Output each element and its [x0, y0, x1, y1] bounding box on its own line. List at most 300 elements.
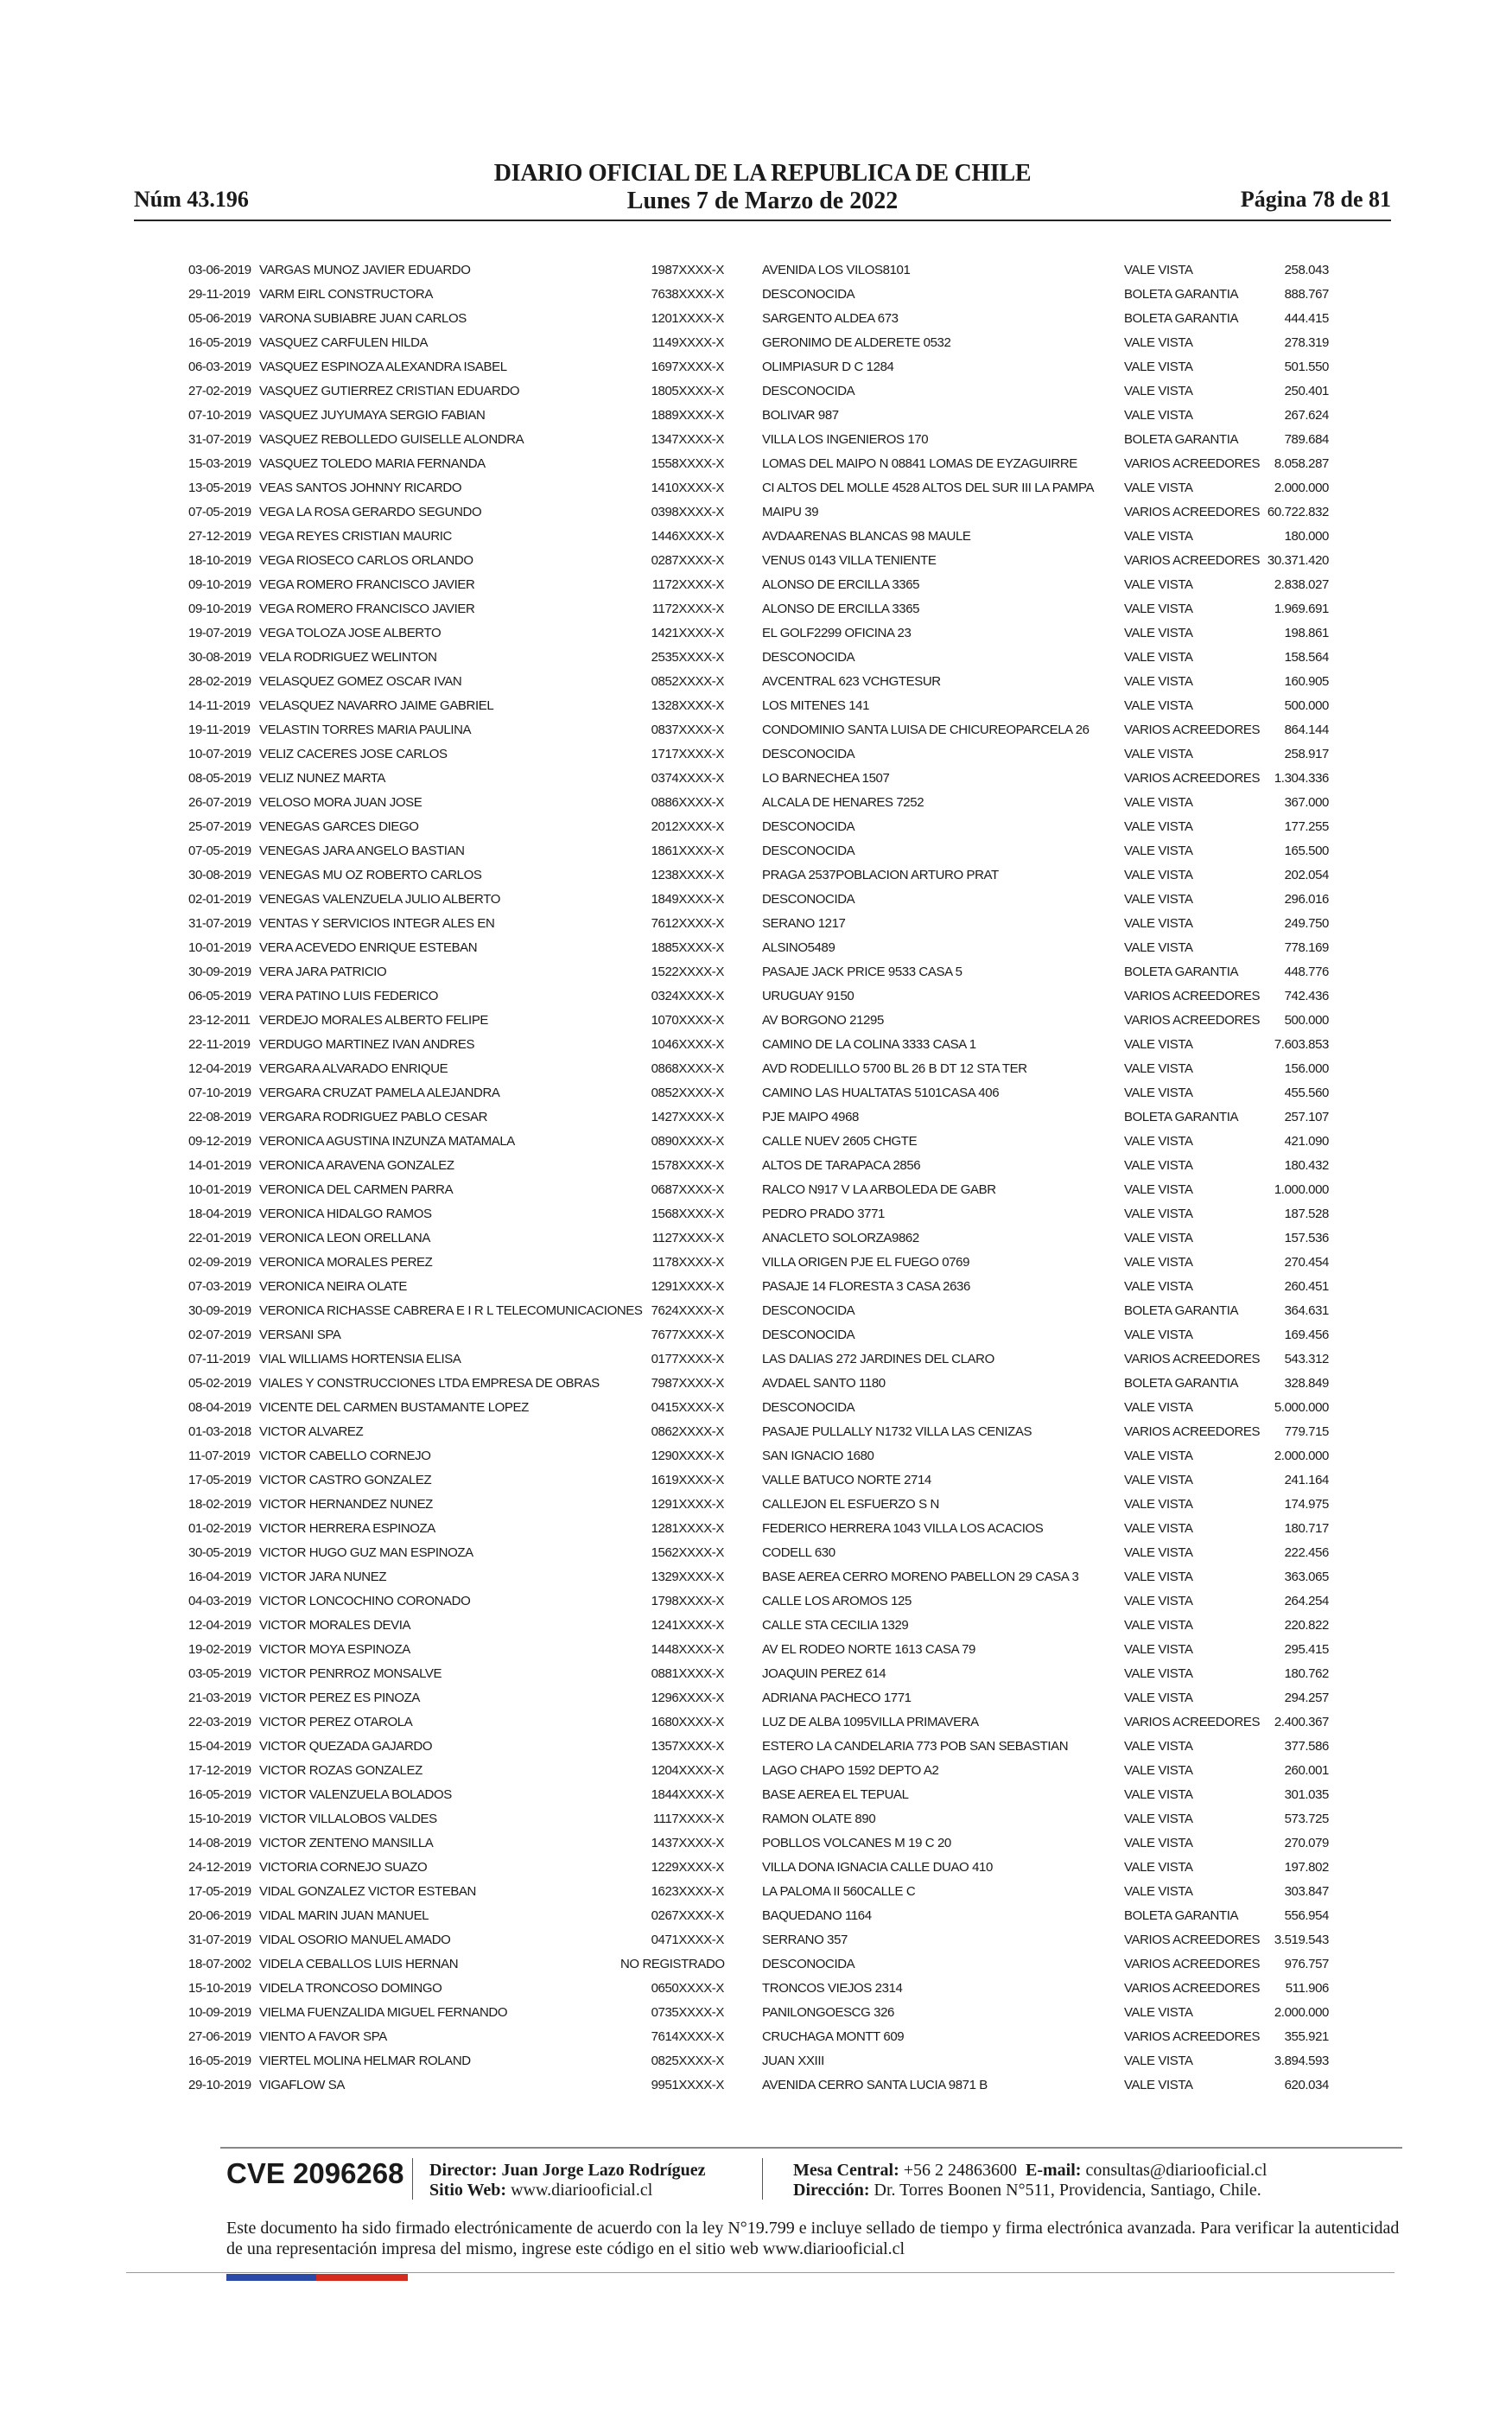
rut-cell: 1987XXXX-X — [651, 263, 724, 277]
document-type-cell: VALE VISTA — [1124, 674, 1193, 689]
date-cell: 23-12-2011 — [188, 1013, 251, 1028]
rut-cell: 1437XXXX-X — [651, 1836, 724, 1850]
name-cell: VIDAL GONZALEZ VICTOR ESTEBAN — [259, 1884, 476, 1899]
address-cell: ALONSO DE ERCILLA 3365 — [762, 577, 920, 592]
name-cell: VIDAL OSORIO MANUEL AMADO — [259, 1933, 451, 1947]
date-cell: 16-05-2019 — [188, 2054, 251, 2068]
amount-cell: 180.717 — [1284, 1521, 1329, 1536]
address-cell: SARGENTO ALDEA 673 — [762, 311, 899, 326]
name-cell: VASQUEZ TOLEDO MARIA FERNANDA — [259, 456, 486, 471]
name-cell: VICTOR PEREZ ES PINOZA — [259, 1691, 420, 1705]
name-cell: VIGAFLOW SA — [259, 2078, 345, 2092]
date-cell: 10-09-2019 — [188, 2005, 251, 2020]
name-cell: VASQUEZ JUYUMAYA SERGIO FABIAN — [259, 408, 486, 423]
table-row — [188, 2025, 1329, 2049]
name-cell: VEAS SANTOS JOHNNY RICARDO — [259, 481, 462, 495]
date-cell: 07-05-2019 — [188, 505, 251, 519]
date-cell: 21-03-2019 — [188, 1691, 251, 1705]
amount-cell: 2.000.000 — [1274, 481, 1329, 495]
document-type-cell: BOLETA GARANTIA — [1124, 287, 1239, 302]
date-cell: 18-07-2002 — [188, 1957, 251, 1971]
table-row — [188, 1033, 1329, 1057]
table-row — [188, 355, 1329, 379]
document-type-cell: VALE VISTA — [1124, 1884, 1193, 1899]
name-cell: VELIZ NUNEZ MARTA — [259, 771, 385, 786]
rut-cell: 0471XXXX-X — [651, 1933, 724, 1947]
amount-cell: 448.776 — [1284, 965, 1329, 979]
name-cell: VELASQUEZ NAVARRO JAIME GABRIEL — [259, 698, 494, 713]
document-type-cell: VARIOS ACREEDORES — [1124, 456, 1261, 471]
address-cell: AVCENTRAL 623 VCHGTESUR — [762, 674, 941, 689]
name-cell: VENEGAS JARA ANGELO BASTIAN — [259, 844, 465, 858]
records-table — [188, 258, 1329, 2098]
footer-separator — [412, 2158, 413, 2200]
date-cell: 08-04-2019 — [188, 1400, 251, 1415]
document-type-cell: VARIOS ACREEDORES — [1124, 505, 1261, 519]
table-row — [188, 1275, 1329, 1299]
amount-cell: 364.631 — [1284, 1303, 1329, 1318]
name-cell: VICTORIA CORNEJO SUAZO — [259, 1860, 428, 1875]
name-cell: VENTAS Y SERVICIOS INTEGR ALES EN — [259, 916, 495, 931]
address-cell: ALSINO5489 — [762, 940, 835, 955]
date-cell: 24-12-2019 — [188, 1860, 251, 1875]
rut-cell: 1448XXXX-X — [651, 1642, 724, 1657]
document-type-cell: BOLETA GARANTIA — [1124, 1908, 1239, 1923]
rut-cell: 1172XXXX-X — [651, 577, 724, 592]
document-type-cell: VALE VISTA — [1124, 2054, 1193, 2068]
amount-cell: 355.921 — [1284, 2029, 1329, 2044]
document-type-cell: VALE VISTA — [1124, 1279, 1193, 1294]
footer-separator — [762, 2158, 763, 2200]
name-cell: VICTOR QUEZADA GAJARDO — [259, 1739, 433, 1754]
document-type-cell: VALE VISTA — [1124, 698, 1193, 713]
address-cell: MAIPU 39 — [762, 505, 819, 519]
table-row — [188, 1856, 1329, 1880]
address-cell: PJE MAIPO 4968 — [762, 1110, 859, 1124]
amount-cell: 976.757 — [1284, 1957, 1329, 1971]
masthead — [134, 160, 1391, 216]
rut-cell: 2535XXXX-X — [651, 650, 724, 665]
address-cell: ALONSO DE ERCILLA 3365 — [762, 602, 920, 616]
table-row — [188, 525, 1329, 549]
document-type-cell: VALE VISTA — [1124, 1158, 1193, 1173]
amount-cell: 157.536 — [1284, 1231, 1329, 1245]
date-cell: 27-02-2019 — [188, 384, 251, 398]
document-type-cell: VALE VISTA — [1124, 1231, 1193, 1245]
amount-cell: 3.894.593 — [1274, 2054, 1329, 2068]
date-cell: 15-04-2019 — [188, 1739, 251, 1754]
address-cell: AVDAEL SANTO 1180 — [762, 1376, 886, 1391]
address-cell: BOLIVAR 987 — [762, 408, 839, 423]
address-cell: AVD RODELILLO 5700 BL 26 B DT 12 STA TER — [762, 1061, 1027, 1076]
rut-cell: 1347XXXX-X — [651, 432, 724, 447]
date-cell: 29-10-2019 — [188, 2078, 251, 2092]
address-cell: POBLLOS VOLCANES M 19 C 20 — [762, 1836, 951, 1850]
rut-cell: 1178XXXX-X — [651, 1255, 724, 1270]
address-cell: VILLA ORIGEN PJE EL FUEGO 0769 — [762, 1255, 970, 1270]
address-cell: ALCALA DE HENARES 7252 — [762, 795, 924, 810]
document-type-cell: VALE VISTA — [1124, 481, 1193, 495]
director-label: Director: — [429, 2161, 498, 2180]
date-cell: 09-12-2019 — [188, 1134, 251, 1149]
name-cell: VICTOR JARA NUNEZ — [259, 1570, 387, 1584]
address-cell: ALTOS DE TARAPACA 2856 — [762, 1158, 921, 1173]
amount-cell: 258.043 — [1284, 263, 1329, 277]
address-cell: LUZ DE ALBA 1095VILLA PRIMAVERA — [762, 1715, 979, 1729]
address-cell: VILLA DONA IGNACIA CALLE DUAO 410 — [762, 1860, 993, 1875]
date-cell: 31-07-2019 — [188, 1933, 251, 1947]
document-type-cell: VALE VISTA — [1124, 384, 1193, 398]
name-cell: VICTOR VILLALOBOS VALDES — [259, 1812, 437, 1826]
rut-cell: 0837XXXX-X — [651, 723, 724, 737]
address-cell: PRAGA 2537POBLACION ARTURO PRAT — [762, 868, 999, 882]
amount-cell: 888.767 — [1284, 287, 1329, 302]
date-cell: 16-05-2019 — [188, 1787, 251, 1802]
table-row — [188, 1420, 1329, 1444]
rut-cell: 1568XXXX-X — [651, 1207, 724, 1221]
name-cell: VELOSO MORA JUAN JOSE — [259, 795, 422, 810]
address-cell: CALLE LOS AROMOS 125 — [762, 1594, 912, 1608]
name-cell: VEGA TOLOZA JOSE ALBERTO — [259, 626, 442, 640]
table-row — [188, 476, 1329, 500]
rut-cell: 7987XXXX-X — [651, 1376, 724, 1391]
rut-cell: 1046XXXX-X — [651, 1037, 724, 1052]
rut-cell: 1623XXXX-X — [651, 1884, 724, 1899]
document-type-cell: VALE VISTA — [1124, 2078, 1193, 2092]
amount-cell: 620.034 — [1284, 2078, 1329, 2092]
rut-cell: 1238XXXX-X — [651, 868, 724, 882]
address-cell: JUAN XXIII — [762, 2054, 824, 2068]
document-type-cell: VALE VISTA — [1124, 795, 1193, 810]
document-type-cell: BOLETA GARANTIA — [1124, 1110, 1239, 1124]
address-cell: LOS MITENES 141 — [762, 698, 870, 713]
table-row — [188, 1880, 1329, 1904]
rut-cell: 2012XXXX-X — [651, 819, 724, 834]
date-cell: 06-05-2019 — [188, 989, 251, 1003]
date-cell: 20-06-2019 — [188, 1908, 251, 1923]
amount-cell: 267.624 — [1284, 408, 1329, 423]
address-cell: VILLA LOS INGENIEROS 170 — [762, 432, 929, 447]
date-cell: 09-10-2019 — [188, 602, 251, 616]
rut-cell: 1229XXXX-X — [651, 1860, 724, 1875]
amount-cell: 367.000 — [1284, 795, 1329, 810]
address-cell: CALLEJON EL ESFUERZO S N — [762, 1497, 939, 1512]
address-cell: CI ALTOS DEL MOLLE 4528 ALTOS DEL SUR III LA PAMPA — [762, 481, 1095, 495]
name-cell: VENEGAS VALENZUELA JULIO ALBERTO — [259, 892, 500, 907]
document-type-cell: VALE VISTA — [1124, 1473, 1193, 1487]
amount-cell: 2.838.027 — [1274, 577, 1329, 592]
date-cell: 16-04-2019 — [188, 1570, 251, 1584]
amount-cell: 165.500 — [1284, 844, 1329, 858]
name-cell: VICTOR CASTRO GONZALEZ — [259, 1473, 432, 1487]
table-row — [188, 839, 1329, 863]
amount-cell: 8.058.287 — [1274, 456, 1329, 471]
name-cell: VEGA LA ROSA GERARDO SEGUNDO — [259, 505, 482, 519]
table-row — [188, 1178, 1329, 1202]
date-cell: 02-07-2019 — [188, 1328, 251, 1342]
date-cell: 09-10-2019 — [188, 577, 251, 592]
amount-cell: 187.528 — [1284, 1207, 1329, 1221]
director-block — [429, 2161, 706, 2200]
address-cell: DESCONOCIDA — [762, 384, 855, 398]
rut-cell: 1717XXXX-X — [651, 747, 724, 761]
amount-cell: 270.079 — [1284, 1836, 1329, 1850]
document-type-cell: VALE VISTA — [1124, 1618, 1193, 1633]
director-name: Juan Jorge Lazo Rodríguez — [501, 2161, 706, 2180]
rut-cell: 1805XXXX-X — [651, 384, 724, 398]
date-cell: 30-05-2019 — [188, 1545, 251, 1560]
amount-cell: 779.715 — [1284, 1424, 1329, 1439]
name-cell: VERSANI SPA — [259, 1328, 341, 1342]
address-cell: PANILONGOESCG 326 — [762, 2005, 894, 2020]
amount-cell: 296.016 — [1284, 892, 1329, 907]
date-cell: 12-04-2019 — [188, 1618, 251, 1633]
amount-cell: 328.849 — [1284, 1376, 1329, 1391]
address-cell: DESCONOCIDA — [762, 1400, 855, 1415]
table-row — [188, 1130, 1329, 1154]
amount-cell: 270.454 — [1284, 1255, 1329, 1270]
document-type-cell: BOLETA GARANTIA — [1124, 311, 1239, 326]
name-cell: VELASTIN TORRES MARIA PAULINA — [259, 723, 472, 737]
document-type-cell: VALE VISTA — [1124, 1400, 1193, 1415]
name-cell: VERONICA LEON ORELLANA — [259, 1231, 430, 1245]
date-cell: 30-09-2019 — [188, 965, 251, 979]
rut-cell: 1149XXXX-X — [651, 335, 724, 350]
date-cell: 05-06-2019 — [188, 311, 251, 326]
amount-cell: 160.905 — [1284, 674, 1329, 689]
address-cell: PASAJE 14 FLORESTA 3 CASA 2636 — [762, 1279, 970, 1294]
table-row — [188, 1323, 1329, 1347]
rut-cell: 0735XXXX-X — [651, 2005, 724, 2020]
table-row — [188, 1009, 1329, 1033]
document-type-cell: VALE VISTA — [1124, 868, 1193, 882]
amount-cell: 177.255 — [1284, 819, 1329, 834]
table-row — [188, 1444, 1329, 1468]
name-cell: VARONA SUBIABRE JUAN CARLOS — [259, 311, 467, 326]
document-type-cell: VALE VISTA — [1124, 1134, 1193, 1149]
address-cell: BASE AEREA EL TEPUAL — [762, 1787, 909, 1802]
table-row — [188, 888, 1329, 912]
rut-cell: 1578XXXX-X — [651, 1158, 724, 1173]
date-cell: 06-03-2019 — [188, 360, 251, 374]
table-row — [188, 1904, 1329, 1928]
amount-cell: 156.000 — [1284, 1061, 1329, 1076]
address-cell: DESCONOCIDA — [762, 1328, 855, 1342]
amount-cell: 2.400.367 — [1274, 1715, 1329, 1729]
date-cell: 13-05-2019 — [188, 481, 251, 495]
document-type-cell: VALE VISTA — [1124, 1763, 1193, 1778]
document-type-cell: VALE VISTA — [1124, 1594, 1193, 1608]
rut-cell: 0650XXXX-X — [651, 1981, 724, 1996]
name-cell: VICTOR MOYA ESPINOZA — [259, 1642, 410, 1657]
rut-cell: 0177XXXX-X — [651, 1352, 724, 1366]
document-type-cell: VALE VISTA — [1124, 577, 1193, 592]
address-cell: PASAJE PULLALLY N1732 VILLA LAS CENIZAS — [762, 1424, 1032, 1439]
amount-cell: 202.054 — [1284, 868, 1329, 882]
rut-cell: 7638XXXX-X — [651, 287, 724, 302]
address-cell: ANACLETO SOLORZA9862 — [762, 1231, 919, 1245]
address-cell: TRONCOS VIEJOS 2314 — [762, 1981, 903, 1996]
publication-title: DIARIO OFICIAL DE LA REPUBLICA DE CHILE — [493, 160, 1032, 187]
document-type-cell: VALE VISTA — [1124, 1787, 1193, 1802]
rut-cell: 0881XXXX-X — [651, 1666, 724, 1681]
table-row — [188, 404, 1329, 428]
name-cell: VICTOR ROZAS GONZALEZ — [259, 1763, 422, 1778]
name-cell: VIAL WILLIAMS HORTENSIA ELISA — [259, 1352, 461, 1366]
date-cell: 18-10-2019 — [188, 553, 251, 568]
rut-cell: 1204XXXX-X — [651, 1763, 724, 1778]
amount-cell: 260.001 — [1284, 1763, 1329, 1778]
document-type-cell: VALE VISTA — [1124, 1691, 1193, 1705]
footer-divider — [220, 2147, 1402, 2149]
address-cell: RALCO N917 V LA ARBOLEDA DE GABR — [762, 1182, 996, 1197]
table-row — [188, 936, 1329, 960]
document-type-cell: VALE VISTA — [1124, 1836, 1193, 1850]
amount-cell: 543.312 — [1284, 1352, 1329, 1366]
date-cell: 02-09-2019 — [188, 1255, 251, 1270]
address-cell: AV EL RODEO NORTE 1613 CASA 79 — [762, 1642, 975, 1657]
email-label: E-mail: — [1026, 2161, 1082, 2180]
document-type-cell: VALE VISTA — [1124, 1642, 1193, 1657]
date-cell: 01-03-2018 — [188, 1424, 251, 1439]
document-type-cell: BOLETA GARANTIA — [1124, 1303, 1239, 1318]
amount-cell: 301.035 — [1284, 1787, 1329, 1802]
rut-cell: 7677XXXX-X — [651, 1328, 724, 1342]
address-cell: ESTERO LA CANDELARIA 773 POB SAN SEBASTIAN — [762, 1739, 1069, 1754]
rut-cell: 0398XXXX-X — [651, 505, 724, 519]
amount-cell: 556.954 — [1284, 1908, 1329, 1923]
document-type-cell: VARIOS ACREEDORES — [1124, 1957, 1261, 1971]
contact-block — [793, 2161, 1267, 2200]
rut-cell: 0415XXXX-X — [651, 1400, 724, 1415]
amount-cell: 260.451 — [1284, 1279, 1329, 1294]
address-cell: CAMINO LAS HUALTATAS 5101CASA 406 — [762, 1086, 1000, 1100]
date-cell: 07-10-2019 — [188, 408, 251, 423]
site-label: Sitio Web: — [429, 2181, 507, 2200]
address-cell: DESCONOCIDA — [762, 1957, 855, 1971]
name-cell: VERONICA RICHASSE CABRERA E I R L TELECOMUNICACIONES — [259, 1303, 643, 1318]
bottom-divider — [126, 2272, 1394, 2273]
table-row — [188, 1662, 1329, 1686]
document-type-cell: VALE VISTA — [1124, 1545, 1193, 1560]
rut-cell: 0374XXXX-X — [651, 771, 724, 786]
document-type-cell: VALE VISTA — [1124, 1739, 1193, 1754]
rut-cell: 1680XXXX-X — [651, 1715, 724, 1729]
masthead-title-block — [134, 160, 1391, 215]
document-type-cell: VARIOS ACREEDORES — [1124, 553, 1261, 568]
name-cell: VARGAS MUNOZ JAVIER EDUARDO — [259, 263, 471, 277]
name-cell: VENEGAS MU OZ ROBERTO CARLOS — [259, 868, 482, 882]
document-type-cell: VALE VISTA — [1124, 529, 1193, 544]
rut-cell: 9951XXXX-X — [651, 2078, 724, 2092]
table-row — [188, 2049, 1329, 2073]
address-cell: AVDAARENAS BLANCAS 98 MAULE — [762, 529, 971, 544]
date-cell: 30-08-2019 — [188, 650, 251, 665]
rut-cell: 1291XXXX-X — [651, 1279, 724, 1294]
rut-cell: 1522XXXX-X — [651, 965, 724, 979]
date-cell: 05-02-2019 — [188, 1376, 251, 1391]
table-row — [188, 500, 1329, 525]
name-cell: VICTOR LONCOCHINO CORONADO — [259, 1594, 471, 1608]
rut-cell: 1885XXXX-X — [651, 940, 724, 955]
document-type-cell: VALE VISTA — [1124, 1061, 1193, 1076]
date-cell: 14-01-2019 — [188, 1158, 251, 1173]
amount-cell: 180.432 — [1284, 1158, 1329, 1173]
rut-cell: 1427XXXX-X — [651, 1110, 724, 1124]
amount-cell: 501.550 — [1284, 360, 1329, 374]
amount-cell: 2.000.000 — [1274, 1449, 1329, 1463]
amount-cell: 241.164 — [1284, 1473, 1329, 1487]
amount-cell: 174.975 — [1284, 1497, 1329, 1512]
rut-cell: 1117XXXX-X — [652, 1812, 724, 1826]
table-row — [188, 1952, 1329, 1977]
document-type-cell: VALE VISTA — [1124, 1086, 1193, 1100]
address-cell: VALLE BATUCO NORTE 2714 — [762, 1473, 931, 1487]
amount-cell: 7.603.853 — [1274, 1037, 1329, 1052]
phone-number: +56 2 24863600 — [903, 2161, 1018, 2180]
rut-cell: 0267XXXX-X — [651, 1908, 724, 1923]
document-type-cell: BOLETA GARANTIA — [1124, 965, 1239, 979]
name-cell: VERA PATINO LUIS FEDERICO — [259, 989, 438, 1003]
date-cell: 29-11-2019 — [188, 287, 251, 302]
table-row — [188, 258, 1329, 283]
amount-cell: 573.725 — [1284, 1812, 1329, 1826]
date-cell: 19-11-2019 — [188, 723, 251, 737]
table-row — [188, 1347, 1329, 1372]
name-cell: VICTOR MORALES DEVIA — [259, 1618, 411, 1633]
table-row — [188, 1493, 1329, 1517]
address-cell: SAN IGNACIO 1680 — [762, 1449, 874, 1463]
email-link[interactable]: consultas@diariooficial.cl — [1085, 2161, 1267, 2180]
address-cell: DESCONOCIDA — [762, 892, 855, 907]
date-cell: 31-07-2019 — [188, 432, 251, 447]
table-row — [188, 307, 1329, 331]
amount-cell: 180.000 — [1284, 529, 1329, 544]
rut-cell: 0890XXXX-X — [651, 1134, 724, 1149]
table-row — [188, 1614, 1329, 1638]
name-cell: VERGARA CRUZAT PAMELA ALEJANDRA — [259, 1086, 500, 1100]
amount-cell: 864.144 — [1284, 723, 1329, 737]
rut-cell: 1291XXXX-X — [651, 1497, 724, 1512]
date-cell: 19-07-2019 — [188, 626, 251, 640]
rut-cell: 0687XXXX-X — [651, 1182, 724, 1197]
site-link[interactable]: www.diariooficial.cl — [511, 2181, 653, 2200]
rut-cell: 1844XXXX-X — [651, 1787, 724, 1802]
table-row — [188, 1372, 1329, 1396]
document-type-cell: VALE VISTA — [1124, 1812, 1193, 1826]
date-cell: 08-05-2019 — [188, 771, 251, 786]
document-type-cell: VALE VISTA — [1124, 916, 1193, 931]
date-cell: 02-01-2019 — [188, 892, 251, 907]
address-cell: DESCONOCIDA — [762, 287, 855, 302]
address-cell: DESCONOCIDA — [762, 747, 855, 761]
amount-cell: 1.000.000 — [1274, 1182, 1329, 1197]
date-cell: 07-11-2019 — [188, 1352, 251, 1366]
rut-cell: 0852XXXX-X — [651, 1086, 724, 1100]
rut-cell: 0852XXXX-X — [651, 674, 724, 689]
address-label: Dirección: — [793, 2181, 870, 2200]
table-row — [188, 1589, 1329, 1614]
name-cell: VICENTE DEL CARMEN BUSTAMANTE LOPEZ — [259, 1400, 529, 1415]
table-row — [188, 1081, 1329, 1105]
table-row — [188, 742, 1329, 767]
address-cell: LAGO CHAPO 1592 DEPTO A2 — [762, 1763, 939, 1778]
date-cell: 27-12-2019 — [188, 529, 251, 544]
name-cell: VEGA RIOSECO CARLOS ORLANDO — [259, 553, 473, 568]
document-type-cell: VARIOS ACREEDORES — [1124, 723, 1261, 737]
rut-cell: 1798XXXX-X — [651, 1594, 724, 1608]
rut-cell: 1329XXXX-X — [651, 1570, 724, 1584]
